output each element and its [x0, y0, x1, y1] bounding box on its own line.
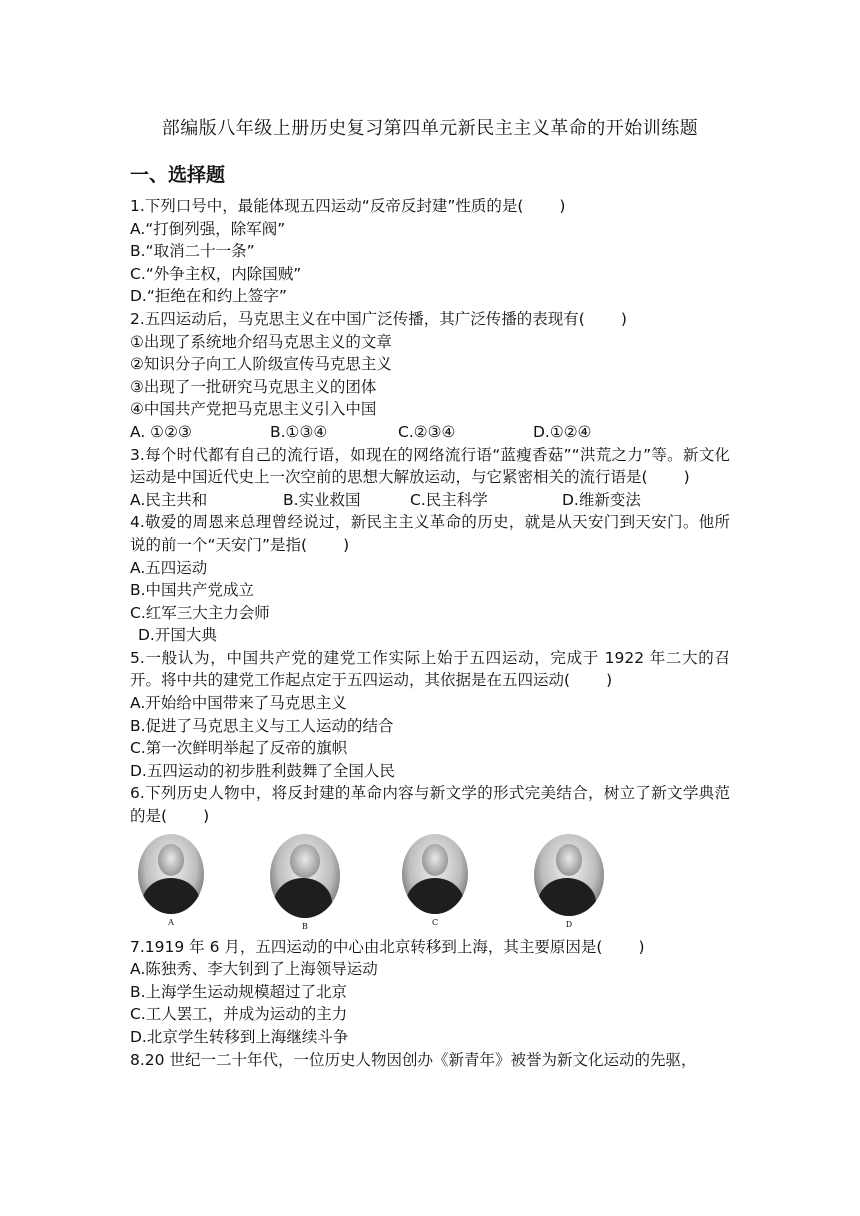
- option: B.①③④: [270, 422, 328, 441]
- portrait-a: [138, 834, 204, 927]
- question-stem: 3.每个时代都有自己的流行语，如现在的网络流行语“蓝瘦香菇”“洪荒之力”等。新文化运动是中国近代史上一次空前的思想大解放运动，与它紧密相关的流行语是(: [130, 445, 730, 487]
- answer-paren-close: ): [606, 671, 613, 690]
- option-row: [130, 421, 730, 444]
- option: B.中国共产党成立: [130, 581, 255, 600]
- option: D.①②④: [533, 422, 592, 441]
- portrait-row: [130, 828, 730, 936]
- option: A.民主共和: [130, 490, 208, 509]
- option: D.北京学生转移到上海继续斗争: [130, 1028, 349, 1046]
- option: A.五四运动: [130, 558, 208, 577]
- answer-paren-close: ): [683, 468, 690, 487]
- question-6: [130, 782, 730, 827]
- question-stem: 7.1919 年 6 月，五四运动的中心由北京转移到上海，其主要原因是(: [130, 937, 603, 956]
- option-row: [130, 489, 730, 512]
- question-stem: 8.20 世纪一二十年代，一位历史人物因创办《新青年》被誉为新文化运动的先驱，: [130, 1050, 697, 1069]
- question-3: [130, 444, 730, 489]
- answer-paren-close: ): [559, 197, 566, 215]
- portrait-label: A: [168, 917, 174, 927]
- option: C.工人罢工，并成为运动的主力: [130, 1005, 348, 1024]
- section-heading: 一、选择题: [130, 164, 226, 186]
- option: D.五四运动的初步胜利鼓舞了全国人民: [130, 761, 395, 780]
- option: D.“拒绝在和约上签字”: [130, 287, 287, 306]
- portrait-label: D: [565, 919, 573, 929]
- portrait-photo: [402, 834, 468, 914]
- portrait-photo: [534, 834, 604, 916]
- option: A. ①②③: [130, 422, 192, 441]
- option: A.陈独秀、李大钊到了上海领导运动: [130, 960, 378, 979]
- statement-item: ②知识分子向工人阶级宣传马克思主义: [130, 355, 392, 374]
- option: A.开始给中国带来了马克思主义: [130, 694, 347, 713]
- question-5: [130, 647, 730, 692]
- option: C.第一次鲜明举起了反帝的旗帜: [130, 739, 348, 758]
- portrait-b: [270, 834, 340, 931]
- statement-item: ③出现了一批研究马克思主义的团体: [130, 377, 377, 396]
- option: D.开国大典: [138, 626, 217, 645]
- option: B.实业救国: [283, 490, 361, 509]
- statement-item: ①出现了系统地介绍马克思主义的文章: [130, 332, 392, 351]
- question-stem: 6.下列历史人物中，将反封建的革命内容与新文学的形式完美结合，树立了新文学典范的是(: [130, 784, 730, 826]
- portrait-d: [534, 834, 604, 929]
- question-stem: 2.五四运动后，马克思主义在中国广泛传播，其广泛传播的表现有(: [130, 309, 585, 328]
- answer-paren-close: ): [638, 937, 645, 956]
- portrait-photo: [270, 834, 340, 918]
- portrait-photo: [138, 834, 204, 914]
- answer-paren-close: ): [620, 309, 627, 328]
- option: B.上海学生运动规模超过了北京: [130, 982, 348, 1001]
- question-list: [130, 195, 730, 1071]
- document-title: 部编版八年级上册历史复习第四单元新民主主义革命的开始训练题: [161, 118, 699, 139]
- question-2: [130, 308, 730, 331]
- option: B.“取消二十一条”: [130, 242, 255, 261]
- option: C.②③④: [398, 422, 456, 441]
- statement-item: ④中国共产党把马克思主义引入中国: [130, 400, 377, 419]
- question-7: [130, 936, 730, 959]
- answer-paren-close: ): [343, 535, 350, 554]
- option: D.维新变法: [562, 490, 641, 509]
- question-8: [130, 1049, 730, 1072]
- question-stem: 1.下列口号中，最能体现五四运动“反帝反封建”性质的是(: [130, 197, 524, 215]
- portrait-label: B: [302, 921, 308, 931]
- option: C.民主科学: [410, 490, 488, 509]
- option: C.红军三大主力会师: [130, 603, 270, 622]
- option: C.“外争主权，内除国贼”: [130, 264, 302, 283]
- option: B.促进了马克思主义与工人运动的结合: [130, 716, 394, 735]
- question-4: [130, 511, 730, 556]
- option: A.“打倒列强，除军阀”: [130, 219, 286, 238]
- question-stem: 5.一般认为，中国共产党的建党工作实际上始于五四运动，完成于 1922 年二大的召开。将中共的建党工作起点定于五四运动，其依据是在五四运动(: [130, 648, 730, 690]
- portrait-c: [402, 834, 468, 927]
- question-stem: 4.敬爱的周恩来总理曾经说过，新民主主义革命的历史，就是从天安门到天安门。他所说的前一个“天安门”是指(: [130, 513, 730, 554]
- question-1: [130, 195, 730, 218]
- portrait-label: C: [431, 917, 439, 927]
- answer-paren-close: ): [203, 807, 210, 826]
